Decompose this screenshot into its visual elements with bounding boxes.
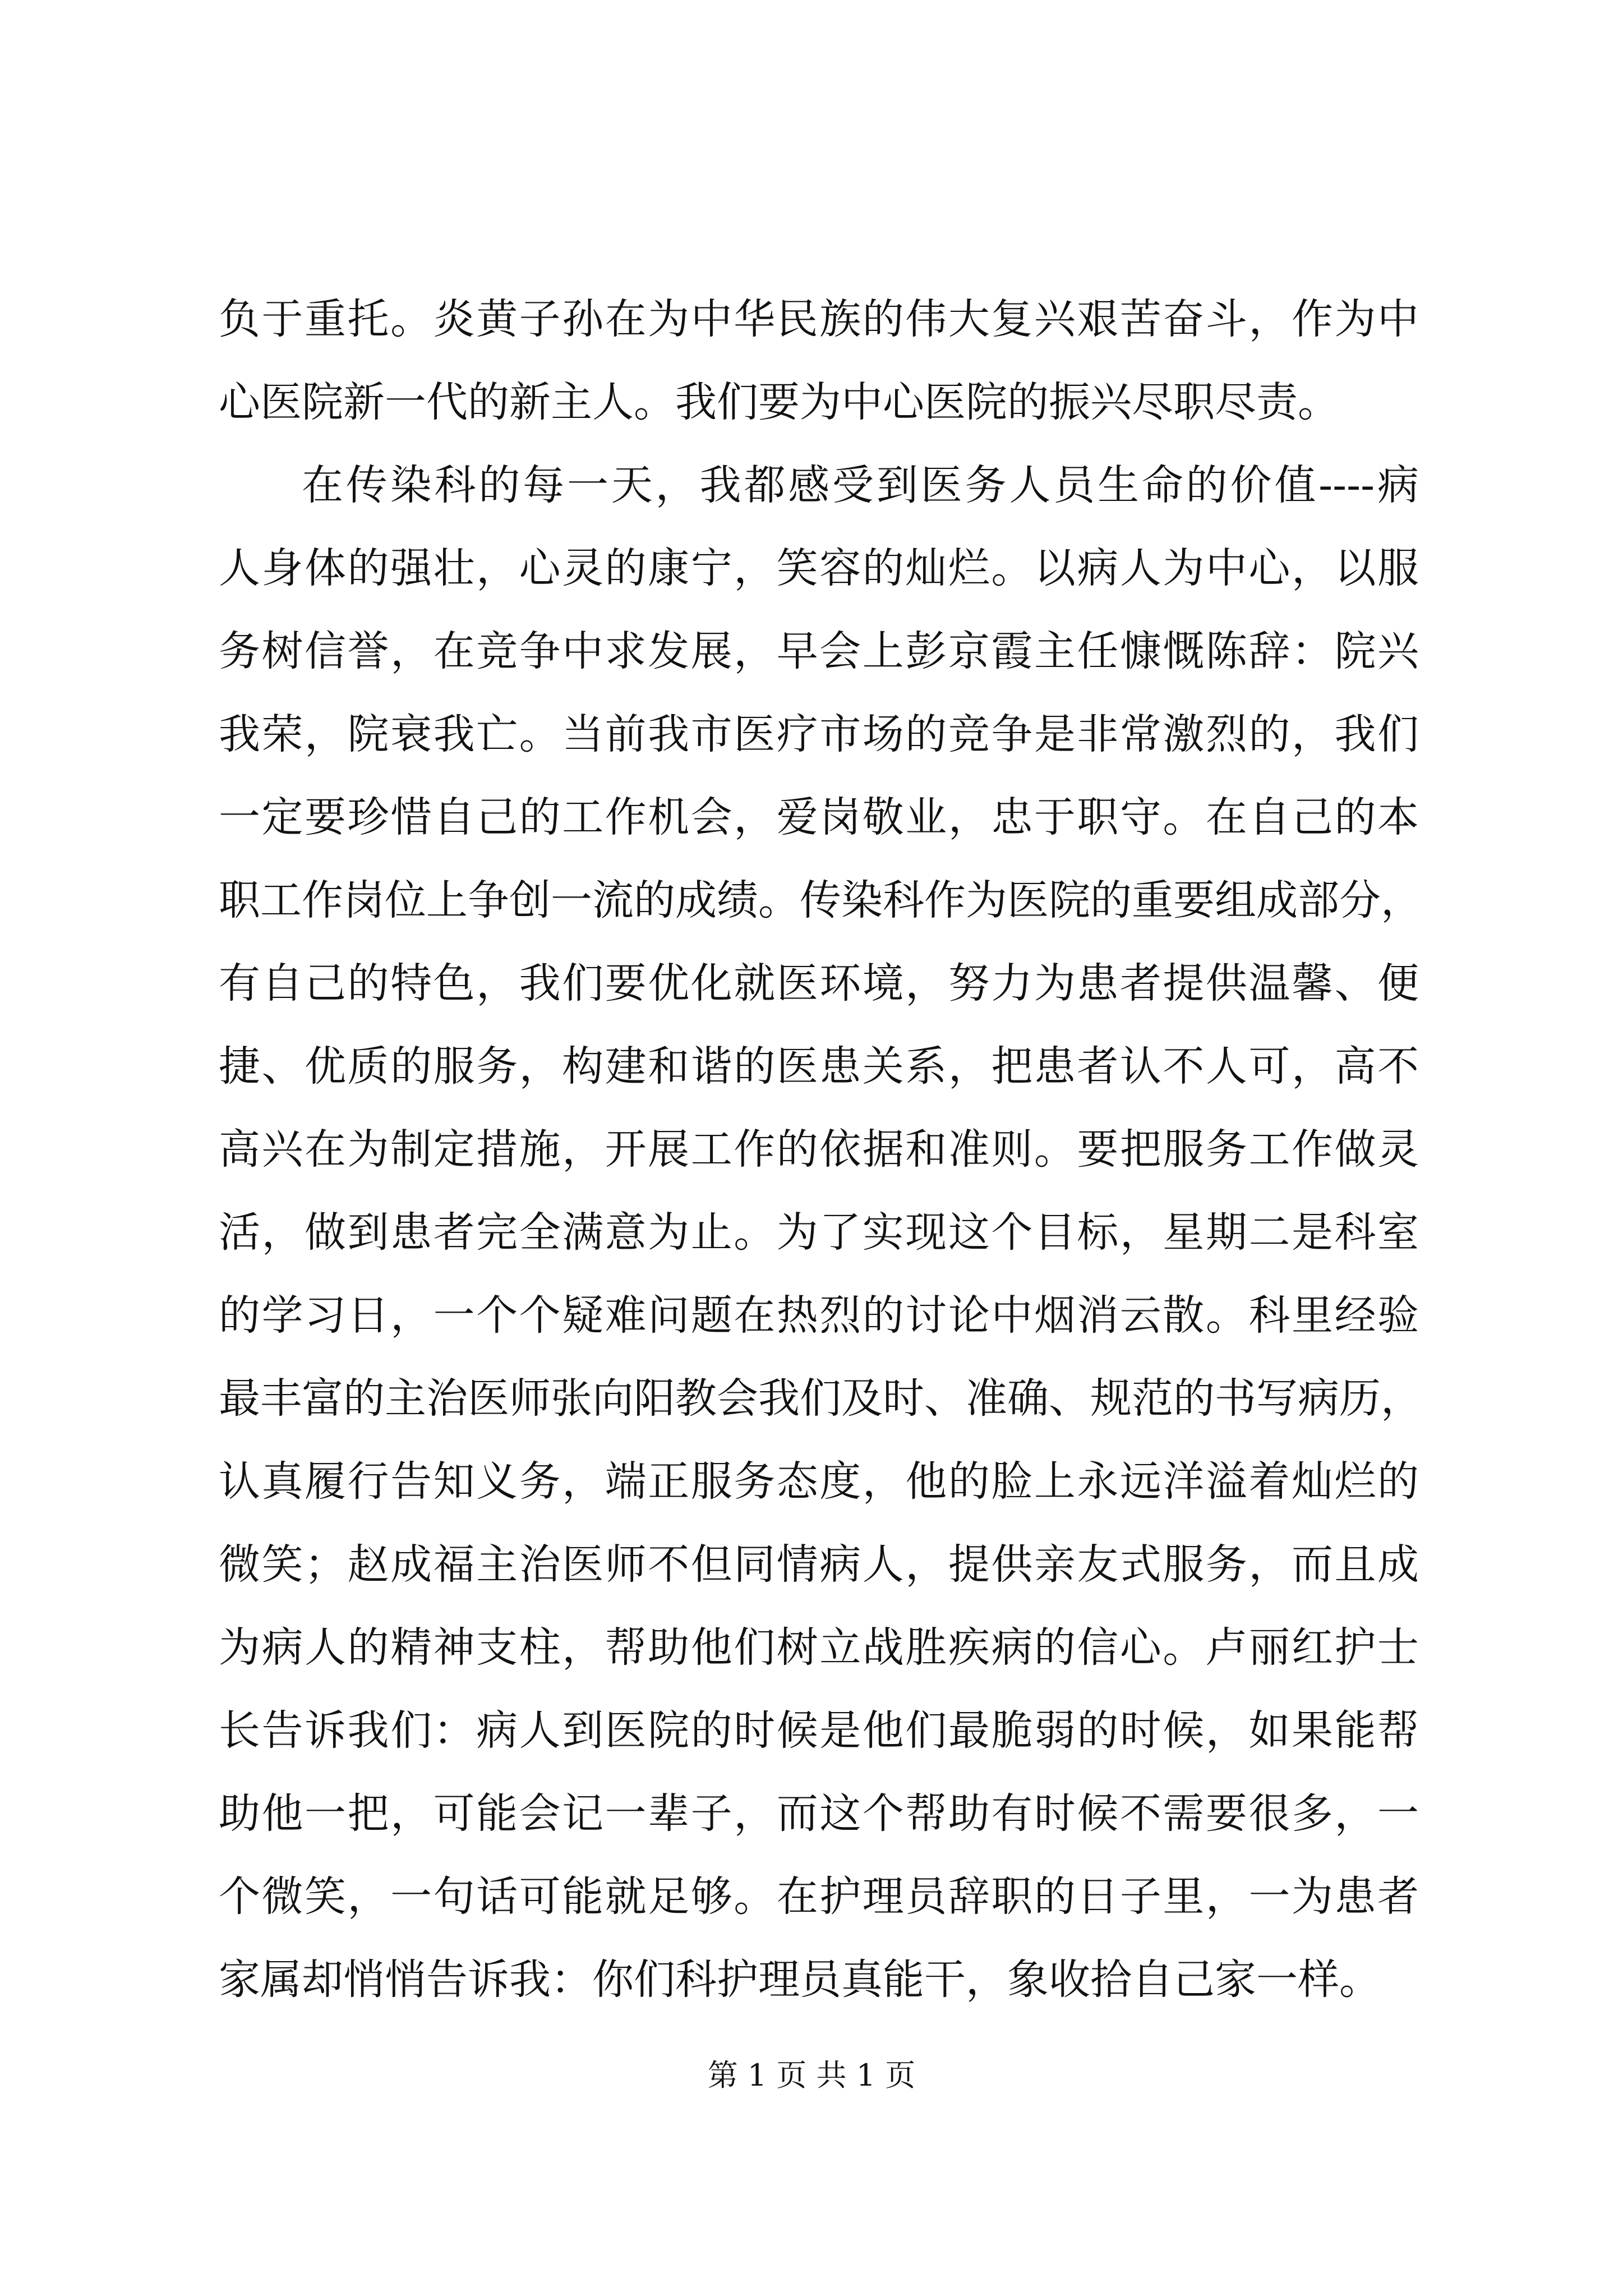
text-line: 高兴在为制定措施，开展工作的依据和准则。要把服务工作做灵 bbox=[219, 1125, 1419, 1174]
text-line: 活，做到患者完全满意为止。为了实现这个目标，星期二是科室 bbox=[219, 1208, 1419, 1257]
text-line: 为病人的精神支柱，帮助他们树立战胜疾病的信心。卢丽红护士 bbox=[219, 1623, 1419, 1672]
text-line: 有自己的特色，我们要优化就医环境，努力为患者提供温馨、便 bbox=[219, 959, 1419, 1007]
text-line: 务树信誉，在竞争中求发展，早会上彭京霞主任慷慨陈辞：院兴 bbox=[219, 627, 1419, 675]
paragraph-first-line: 在传染科的每一天，我都感受到医务人员生命的价值----病 bbox=[302, 461, 1419, 509]
text-line: 微笑；赵成福主治医师不但同情病人，提供亲友式服务，而且成 bbox=[219, 1540, 1419, 1589]
text-line: 个微笑，一句话可能就足够。在护理员辞职的日子里，一为患者 bbox=[219, 1872, 1419, 1921]
body-text bbox=[219, 278, 1422, 2021]
text-line: 长告诉我们：病人到医院的时候是他们最脆弱的时候，如果能帮 bbox=[219, 1706, 1419, 1755]
text-line: 捷、优质的服务，构建和谐的医患关系，把患者认不人可，高不 bbox=[219, 1042, 1419, 1091]
text-line: 一定要珍惜自己的工作机会，爱岗敬业，忠于职守。在自己的本 bbox=[219, 793, 1419, 841]
text-line: 家属却悄悄告诉我：你们科护理员真能干，象收拾自己家一样。 bbox=[219, 1955, 1381, 2004]
text-line: 心医院新一代的新主人。我们要为中心医院的振兴尽职尽责。 bbox=[219, 378, 1339, 426]
text-line: 负于重托。炎黄子孙在为中华民族的伟大复兴艰苦奋斗，作为中 bbox=[219, 295, 1419, 343]
text-line: 我荣，院衰我亡。当前我市医疗市场的竞争是非常激烈的，我们 bbox=[219, 710, 1419, 758]
text-line: 认真履行告知义务，端正服务态度，他的脸上永远洋溢着灿烂的 bbox=[219, 1457, 1419, 1506]
text-line: 人身体的强壮，心灵的康宁，笑容的灿烂。以病人为中心，以服 bbox=[219, 544, 1419, 592]
text-line: 助他一把，可能会记一辈子，而这个帮助有时候不需要很多，一 bbox=[219, 1789, 1419, 1838]
page-number-footer: 第 1 页 共 1 页 bbox=[707, 2058, 916, 2093]
text-line: 最丰富的主治医师张向阳教会我们及时、准确、规范的书写病历， bbox=[219, 1374, 1422, 1423]
text-line: 的学习日，一个个疑难问题在热烈的讨论中烟消云散。科里经验 bbox=[219, 1291, 1419, 1340]
text-line: 职工作岗位上争创一流的成绩。传染科作为医院的重要组成部分， bbox=[219, 876, 1422, 924]
